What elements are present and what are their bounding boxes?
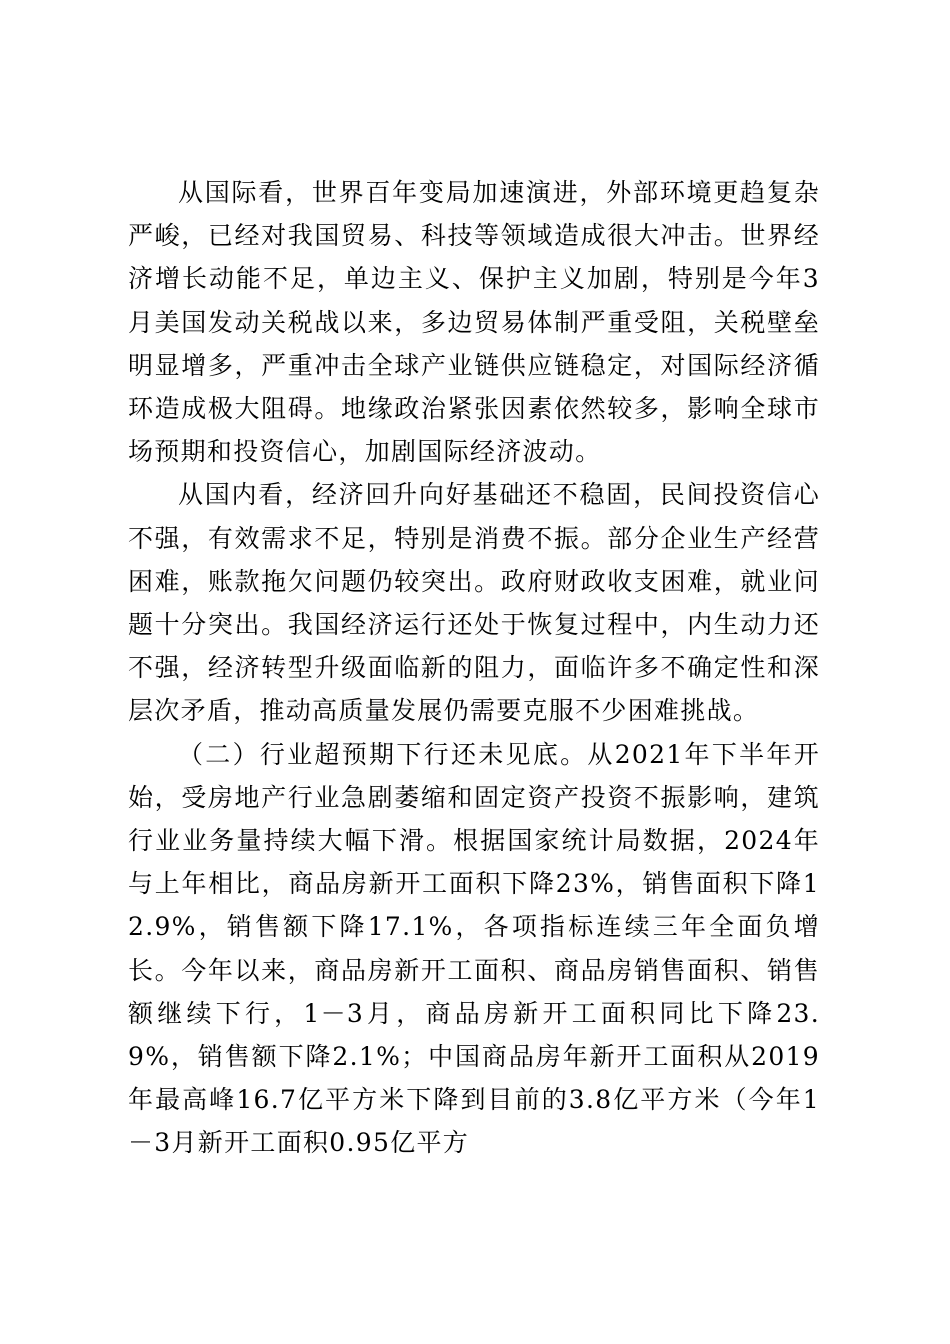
paragraph-international: 从国际看，世界百年变局加速演进，外部环境更趋复杂严峻，已经对我国贸易、科技等领域造成很大冲击。世界经济增长动能不足，单边主义、保护主义加剧，特别是今年3月美国发动关税战以来，多边贸易体制严重受阻，关税壁垒明显增多，严重冲击全球产业链供应链稳定，对国际经济循环造成极大阻碍。地缘政治紧张因素依然较多，影响全球市场预期和投资信心，加剧国际经济波动。	[128, 178, 820, 467]
paragraph-industry: （二）行业超预期下行还未见底。从2021年下半年开始，受房地产行业急剧萎缩和固定资产投资不振影响，建筑行业业务量持续大幅下滑。根据国家统计局数据，2024年与上年相比，商品房新开工面积下降23%，销售面积下降12.9%，销售额下降17.1%，各项指标连续三年全面负增长。今年以来，商品房新开工面积、商品房销售面积、销售额继续下行，1－3月，商品房新开工面积同比下降23.9%，销售额下降2.1%；中国商品房年新开工面积从2019年最高峰16.7亿平方米下降到目前的3.8亿平方米（今年1－3月新开工面积0.95亿平方	[128, 739, 820, 1158]
document-body	[128, 171, 820, 1165]
paragraph-domestic: 从国内看，经济回升向好基础还不稳固，民间投资信心不强，有效需求不足，特别是消费不振。部分企业生产经营困难，账款拖欠问题仍较突出。政府财政收支困难，就业问题十分突出。我国经济运行还处于恢复过程中，内生动力还不强，经济转型升级面临新的阻力，面临许多不确定性和深层次矛盾，推动高质量发展仍需要克服不少困难挑战。	[128, 480, 820, 726]
